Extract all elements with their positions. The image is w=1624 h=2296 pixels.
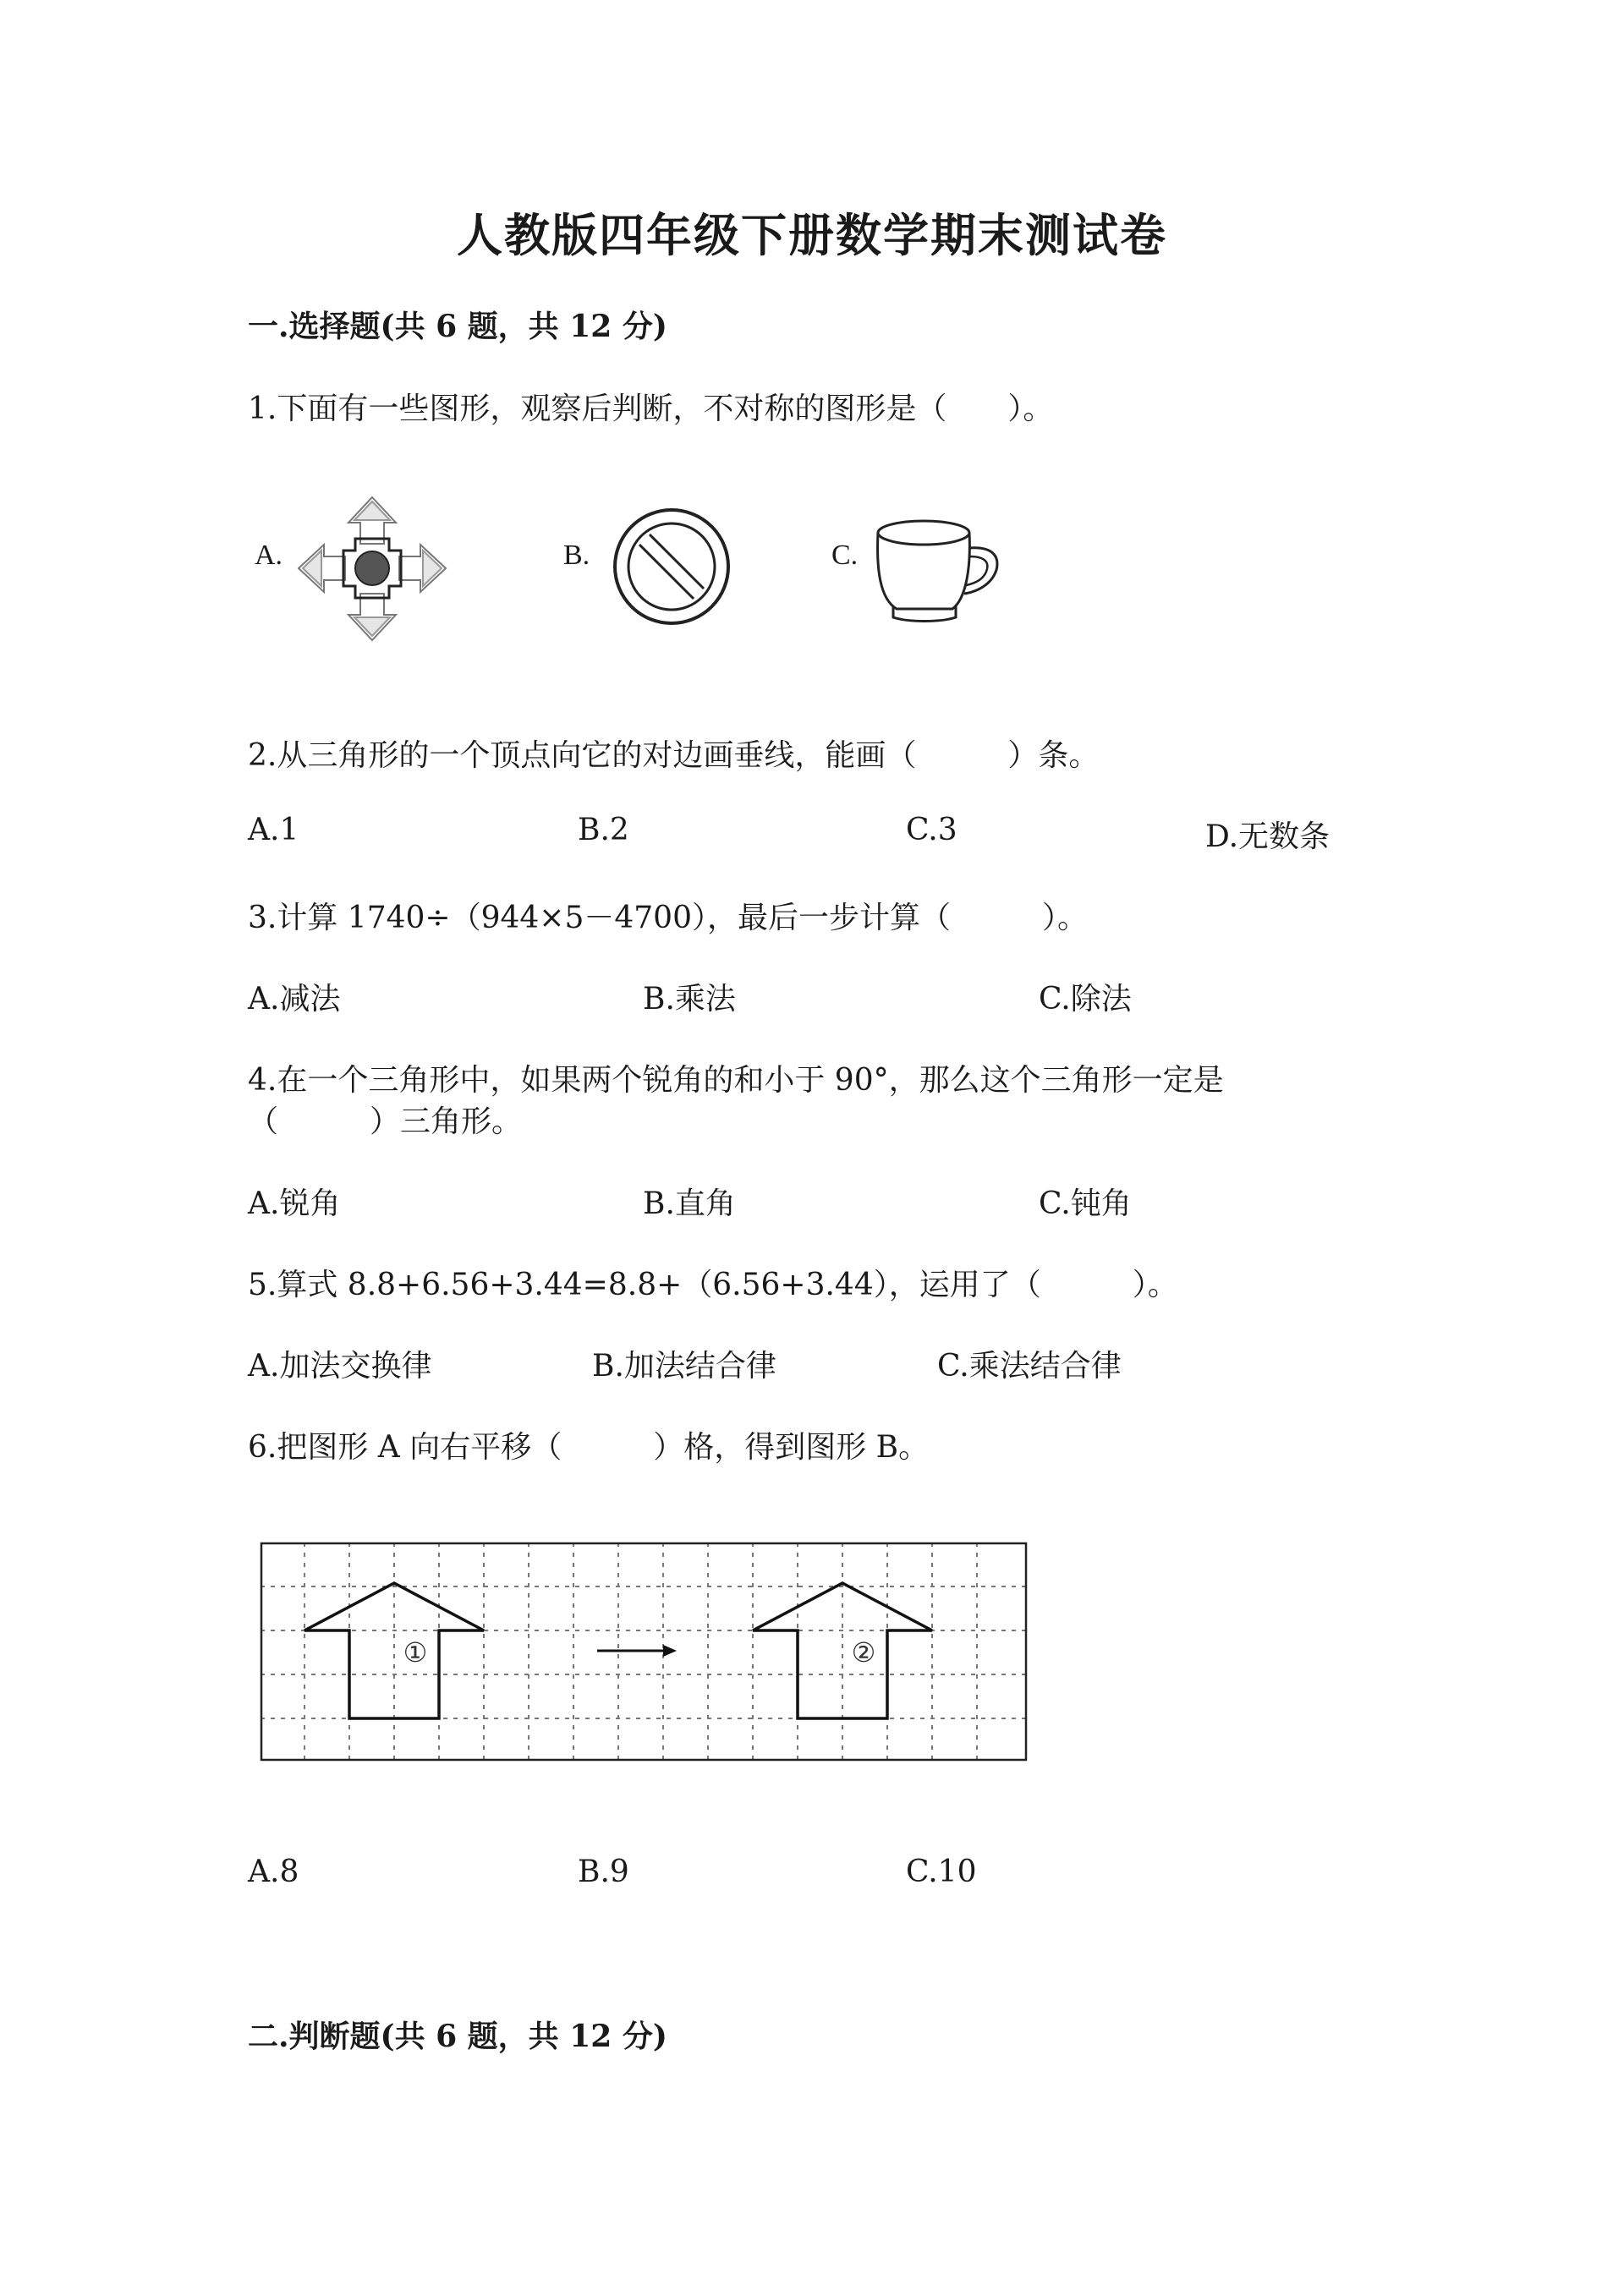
page-title: 人教版四年级下册数学期末测试卷 xyxy=(457,208,1167,262)
q6-option-b[interactable]: B.9 xyxy=(578,1855,629,1889)
question-2-text: 2.从三角形的一个顶点向它的对边画垂线，能画（ ）条。 xyxy=(248,738,1100,773)
no-entry-sign-icon xyxy=(611,506,733,628)
q6-option-c[interactable]: C.10 xyxy=(906,1855,977,1889)
shape-b-label: ② xyxy=(851,1636,876,1669)
q2-option-b[interactable]: B.2 xyxy=(578,813,629,847)
cup-icon xyxy=(875,518,1006,629)
shape-a-label: ① xyxy=(403,1636,428,1669)
question-5-text: 5.算式 8.8+6.56+3.44=8.8+（6.56+3.44），运用了（ ）。 xyxy=(248,1268,1178,1302)
q2-option-a[interactable]: A.1 xyxy=(248,813,299,847)
question-1-text: 1.下面有一些图形，观察后判断，不对称的图形是（ ）。 xyxy=(248,392,1054,426)
q1-figure-label-b: B. xyxy=(563,540,590,571)
question-4-text-line1: 4.在一个三角形中，如果两个锐角的和小于 90°，那么这个三角形一定是 xyxy=(248,1063,1224,1098)
translation-grid-figure xyxy=(261,1543,1027,1761)
q6-option-a[interactable]: A.8 xyxy=(248,1855,299,1889)
q1-figure-label-a: A. xyxy=(255,540,283,571)
q2-option-d[interactable]: D.无数条 xyxy=(1205,819,1330,854)
q5-option-c[interactable]: C.乘法结合律 xyxy=(937,1349,1122,1384)
q4-option-a[interactable]: A.锐角 xyxy=(248,1186,341,1221)
q1-figure-label-c: C. xyxy=(831,540,859,571)
q4-option-b[interactable]: B.直角 xyxy=(643,1186,736,1221)
q5-option-a[interactable]: A.加法交换律 xyxy=(248,1349,432,1384)
question-4-text-line2: （ ）三角形。 xyxy=(248,1104,523,1139)
question-3-text: 3.计算 1740÷（944×5－4700），最后一步计算（ ）。 xyxy=(248,901,1088,935)
section-1-heading: 一.选择题(共 6 题，共 12 分) xyxy=(248,309,667,344)
q3-option-a[interactable]: A.减法 xyxy=(248,982,341,1016)
section-2-heading: 二.判断题(共 6 题，共 12 分) xyxy=(248,2019,667,2054)
q2-option-c[interactable]: C.3 xyxy=(906,813,957,847)
q5-option-b[interactable]: B.加法结合律 xyxy=(592,1349,776,1384)
q3-option-c[interactable]: C.除法 xyxy=(1039,982,1132,1016)
arrows-cross-icon xyxy=(296,495,448,643)
question-6-text: 6.把图形 A 向右平移（ ）格，得到图形 B。 xyxy=(248,1430,930,1465)
q4-option-c[interactable]: C.钝角 xyxy=(1039,1186,1132,1221)
q3-option-b[interactable]: B.乘法 xyxy=(643,982,736,1016)
